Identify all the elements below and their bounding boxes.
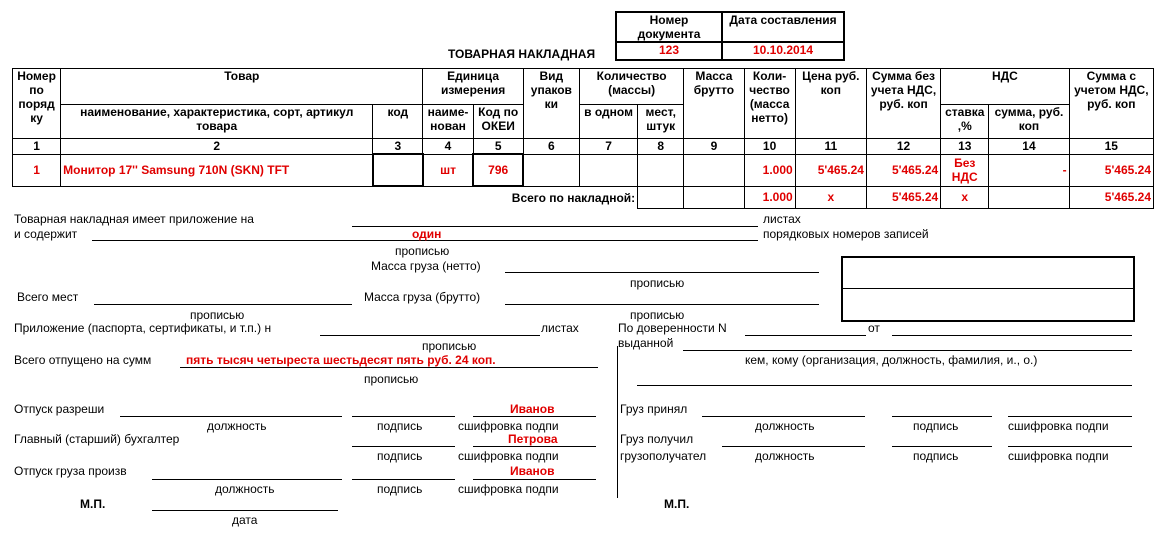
signature-label: подпись: [377, 449, 423, 463]
col-code-header: код: [373, 105, 423, 139]
totals-sum-vat: 5'465.24: [1069, 186, 1153, 208]
received-position-line: [722, 446, 865, 447]
col-goods-sub-header: наименование, характеристика, сорт, артикул товара: [61, 105, 373, 139]
doc-number-date-table: [615, 11, 845, 61]
mass-gross-line: [505, 304, 819, 305]
records-label: порядковых номеров записей: [763, 227, 929, 241]
in-words-label: прописью: [395, 244, 450, 258]
released-sum-line: [180, 367, 598, 368]
col-sum-novat-header: Сумма без учета НДС, руб. коп: [866, 69, 940, 139]
col-number: 7: [579, 139, 637, 155]
row-unit: шт: [423, 154, 473, 186]
release-position-line: [120, 416, 342, 417]
totals-price: x: [795, 186, 866, 208]
release-made-label: Отпуск груза произв: [14, 464, 127, 478]
col-num-header: Номер по поряд ку: [13, 69, 61, 139]
row-vat-sum: -: [989, 154, 1069, 186]
sheets-label: листах: [541, 321, 579, 335]
totals-sum-novat: 5'465.24: [866, 186, 940, 208]
decode-label: сшифровка подпи: [1008, 419, 1109, 433]
goods-table: [12, 68, 1154, 209]
in-words-label: прописью: [422, 339, 477, 353]
chief-name: Петрова: [508, 432, 558, 446]
row-sum-vat: 5'465.24: [1069, 154, 1153, 186]
decode-label: сшифровка подпи: [1008, 449, 1109, 463]
mass-box: [841, 256, 1135, 322]
release-allowed-label: Отпуск разреши: [14, 402, 105, 416]
col-okei-header: Код по ОКЕИ: [473, 105, 523, 139]
signature-label: подпись: [377, 419, 423, 433]
col-number: 6: [523, 139, 579, 155]
row-qty: 1.000: [744, 154, 795, 186]
col-number: 2: [61, 139, 373, 155]
col-sum-vat-header: Сумма с учетом НДС, руб. коп: [1069, 69, 1153, 139]
chief-accountant-label: Главный (старший) бухгалтер: [14, 432, 180, 446]
accepted-decode-line: [1008, 416, 1132, 417]
released-sum-label: Всего отпущено на сумм: [14, 353, 152, 367]
col-number: 12: [866, 139, 940, 155]
received-signature-line: [892, 446, 992, 447]
col-vat-rate-header: ставка ,%: [941, 105, 989, 139]
attachment-docs-line: [320, 335, 540, 336]
col-number: 5: [473, 139, 523, 155]
date-line: [152, 510, 338, 511]
contains-value: один: [412, 227, 442, 241]
chief-signature-line: [352, 446, 455, 447]
totals-qty: 1.000: [744, 186, 795, 208]
totals-vat-sum: [989, 186, 1069, 208]
table-row: [13, 154, 1154, 186]
date-label: дата: [232, 513, 258, 527]
mass-net-label: Масса груза (нетто): [371, 259, 481, 273]
released-sum-value: пять тысяч четыреста шестьдесят пять руб. 24 коп.: [186, 353, 496, 367]
attachment-sheets-label: Товарная накладная имеет приложение на: [14, 212, 254, 226]
col-vat-header: НДС: [941, 69, 1069, 105]
sheets-label: листах: [763, 212, 801, 226]
position-label: должность: [755, 449, 815, 463]
issued-line: [683, 350, 1132, 351]
contains-label: и содержит: [14, 227, 78, 241]
row-price: 5'465.24: [795, 154, 866, 186]
totals-row: [13, 186, 1154, 208]
col-number: 13: [941, 139, 989, 155]
col-number: 1: [13, 139, 61, 155]
row-name: Монитор 17'' Samsung 710N (SKN) TFT: [61, 154, 373, 186]
row-qty-one: [579, 154, 637, 186]
by-whom-line: [637, 385, 1132, 386]
position-label: должность: [215, 482, 275, 496]
doc-title: ТОВАРНАЯ НАКЛАДНАЯ: [448, 47, 596, 61]
col-qty-header: Количество (массы): [579, 69, 683, 105]
row-sum-novat: 5'465.24: [866, 154, 940, 186]
signature-label: подпись: [377, 482, 423, 496]
col-number: 10: [744, 139, 795, 155]
doc-date-value: 10.10.2014: [722, 42, 844, 60]
doc-number-value: 123: [616, 42, 722, 60]
totals-label: Всего по накладной:: [511, 190, 636, 205]
release-name: Иванов: [510, 402, 555, 416]
accepted-signature-line: [892, 416, 992, 417]
received-decode-line: [1008, 446, 1132, 447]
col-number: 9: [684, 139, 744, 155]
from-label: от: [868, 321, 880, 335]
col-vat-sum-header: сумма, руб. коп: [989, 105, 1069, 139]
row-gross: [684, 154, 744, 186]
totals-gross: [684, 186, 744, 208]
col-price-header: Цена руб. коп: [795, 69, 866, 139]
row-vat-rate: Без НДС: [941, 154, 989, 186]
decode-label: сшифровка подпи: [458, 482, 559, 496]
totals-places: [638, 186, 684, 208]
by-whom-label: кем, кому (организация, должность, фамилия, и., о.): [745, 353, 1038, 367]
col-qty-one-header: в одном: [579, 105, 637, 139]
consignee-label: грузополучател: [620, 449, 707, 463]
col-unit-header: Единица измерения: [423, 69, 523, 105]
places-line: [94, 304, 352, 305]
row-pack: [523, 154, 579, 186]
decode-label: сшифровка подпи: [458, 419, 559, 433]
mass-net-line: [505, 272, 819, 273]
signature-label: подпись: [913, 449, 959, 463]
row-num: 1: [13, 154, 61, 186]
accepted-position-line: [702, 416, 865, 417]
col-number: 15: [1069, 139, 1153, 155]
col-qty-places-header: мест, штук: [638, 105, 684, 139]
stamp-place-left: М.П.: [80, 497, 106, 511]
totals-vat-rate: x: [941, 186, 989, 208]
places-label: Всего мест: [17, 290, 79, 304]
cargo-accepted-label: Груз принял: [620, 402, 688, 416]
decode-label: сшифровка подпи: [458, 449, 559, 463]
made-decode-line: [473, 479, 596, 480]
column-number-row: [13, 139, 1154, 155]
col-netqty-header: Коли- чество (масса нетто): [744, 69, 795, 139]
made-signature-line: [352, 479, 455, 480]
col-unit-name-header: наиме- нован: [423, 105, 473, 139]
position-label: должность: [755, 419, 815, 433]
made-name: Иванов: [510, 464, 555, 478]
col-pack-header: Вид упаков ки: [523, 69, 579, 139]
issued-label: выданной: [618, 336, 674, 350]
footer-divider: [617, 346, 618, 498]
position-label: должность: [207, 419, 267, 433]
row-qty-places: [638, 154, 684, 186]
mass-gross-label: Масса груза (брутто): [364, 290, 481, 304]
signature-label: подпись: [913, 419, 959, 433]
col-number: 8: [638, 139, 684, 155]
power-attorney-label: По доверенности N: [618, 321, 727, 335]
cargo-received-label: Груз получил: [620, 432, 694, 446]
row-code: [373, 154, 423, 186]
col-number: 3: [373, 139, 423, 155]
col-number: 14: [989, 139, 1069, 155]
power-attorney-line: [745, 335, 866, 336]
col-goods-header: Товар: [61, 69, 423, 105]
stamp-place-right: М.П.: [664, 497, 690, 511]
col-number: 11: [795, 139, 866, 155]
in-words-label: прописью: [630, 308, 685, 322]
row-okei: 796: [473, 154, 523, 186]
doc-number-label: Номер документа: [616, 12, 722, 42]
in-words-label: прописью: [190, 308, 245, 322]
release-signature-line: [352, 416, 455, 417]
in-words-label: прописью: [364, 372, 419, 386]
from-line: [892, 335, 1132, 336]
attachment-docs-label: Приложение (паспорта, сертификаты, и т.п.) н: [14, 321, 272, 335]
col-number: 4: [423, 139, 473, 155]
release-decode-line: [473, 416, 596, 417]
made-position-line: [152, 479, 342, 480]
chief-decode-line: [473, 446, 596, 447]
in-words-label: прописью: [630, 276, 685, 290]
doc-date-label: Дата составления: [722, 12, 844, 42]
col-gross-header: Масса брутто: [684, 69, 744, 139]
